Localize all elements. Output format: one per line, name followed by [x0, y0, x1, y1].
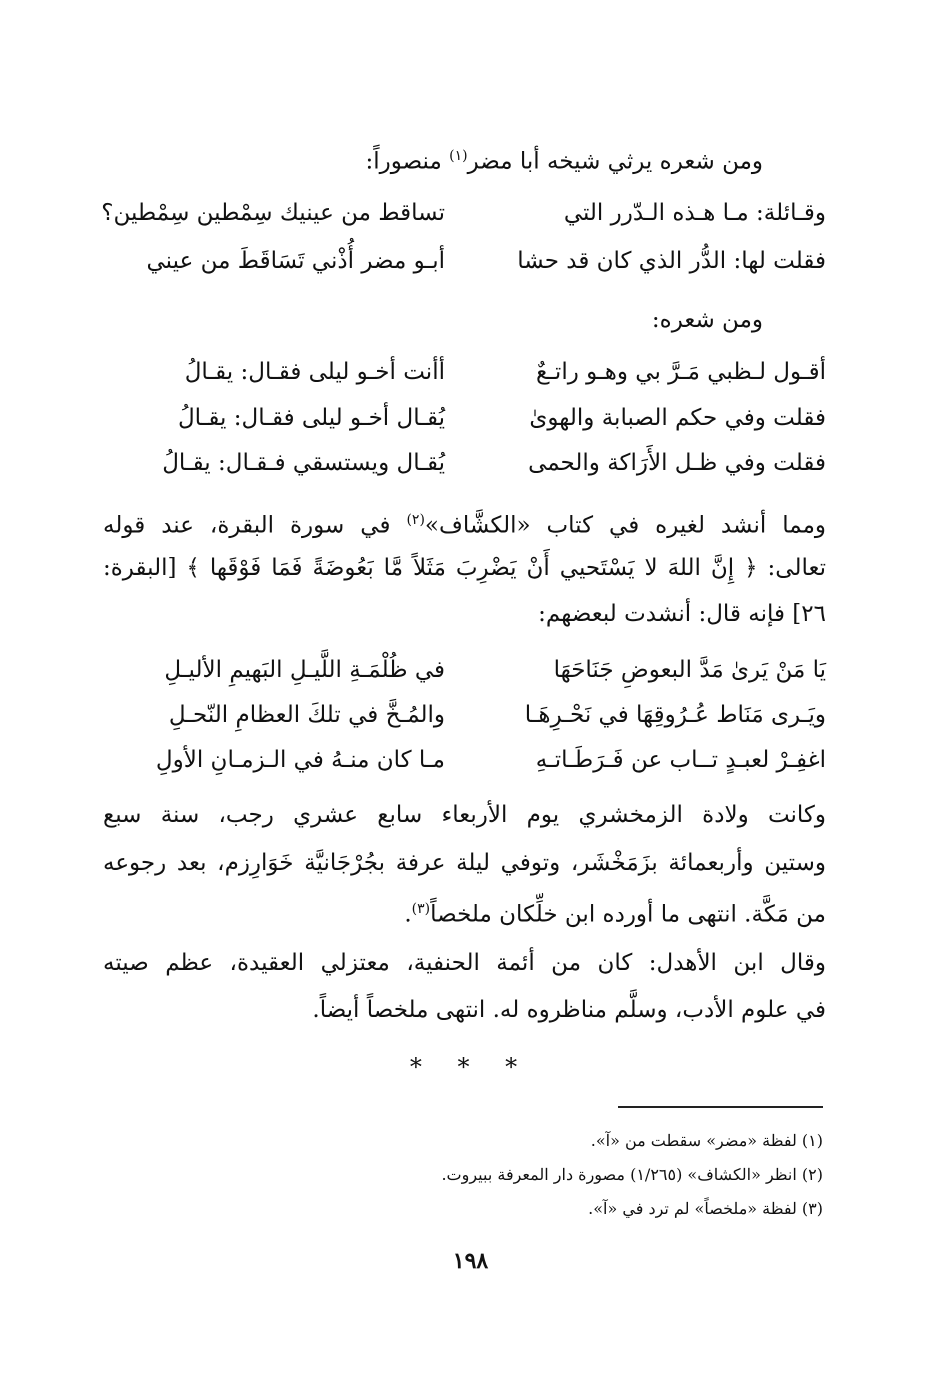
intro-text: ومن شعره يرثي شيخه أبا مضر [467, 148, 763, 175]
paragraph-line: تعالى: ﴿ إِنَّ اللهَ لا يَسْتَحيي أَنْ يَضْرِبَ مَثَلاً مَّا بَعُوضَةً فَمَا فَوْقَها ﴾ [البقرة: [103, 555, 826, 581]
verse-right-hemistich: وقـائلة: مـا هـذه الـدّرر التي [563, 200, 826, 226]
verse-left-hemistich: يُقـال ويستسقي فـقـال: يقـالُ [162, 450, 445, 476]
paragraph-text: . [404, 901, 412, 928]
page-number: ١٩٨ [452, 1248, 489, 1274]
paragraph-text: ومما أنشد لغيره في كتاب «الكشَّاف» [424, 512, 827, 539]
verse-right-hemistich: أقـول لـظبي مَـرَّ بي وهـو راتـعٌ [535, 359, 826, 385]
verse-right-hemistich: يَا مَنْ يَرىٰ مَدَّ البعوضِ جَنَاحَهَا [553, 657, 826, 683]
paragraph-line: وستين وأربعمائة بزَمَخْشَر، وتوفي ليلة عرفة بجُرْجَانيَّة خَوَارِزم، بعد رجوعه [103, 850, 826, 876]
paragraph-line: في علوم الأدب، وسلَّم مناظروه له. انتهى ملخصاً أيضاً. [312, 997, 826, 1023]
paragraph-line: ٢٦] فإنه قال: أنشدت لبعضهم: [538, 601, 826, 627]
footnote-ref: (٣) [411, 901, 431, 917]
verse-right-hemistich: فقلت وفي حكم الصبابة والهوىٰ [529, 405, 826, 431]
verse-left-hemistich: أبـو مضر أُذْني تَسَاقَطَ من عيني [146, 248, 445, 274]
paragraph-line: وكانت ولادة الزمخشري يوم الأربعاء سابع عشري رجب، سنة سبع [103, 802, 826, 828]
footnote: (٣) لفظة «ملخصاً» لم ترد في «آ». [588, 1199, 823, 1218]
section-separator: * * * [409, 1053, 532, 1081]
verse-left-hemistich: والمُـخَّ في تلكَ العظامِ النّحـلِ [168, 702, 445, 728]
footnote-ref: (١) [449, 148, 468, 164]
verse-right-hemistich: ويَـرى مَنَاط عُـرُوقِهَا في نَحْـرِهَـا [524, 702, 826, 728]
verse-right-hemistich: فقلت لها: الدُّر الذي كان قد حشا [517, 248, 826, 274]
footnote-ref: (٢) [406, 512, 425, 528]
footnote: (٢) انظر «الكشاف» (١/٢٦٥) مصورة دار المعرفة ببيروت. [441, 1165, 823, 1184]
verse-right-hemistich: اغفِـرْ لعبـدٍ تــاب عن فَـرَطَـاتـهِ [535, 747, 826, 773]
verse-right-hemistich: فقلت وفي ظـل الأَرَاكة والحمى [528, 450, 826, 476]
intro-text-tail: منصوراً: [365, 148, 442, 175]
paragraph-text: من مَكَّة. انتهى ما أورده ابن خلِّكان ملخصاً [430, 901, 826, 928]
verse-left-hemistich: مـا كان منـهُ في الـزمـانِ الأولِ [155, 747, 445, 773]
verse-left-hemistich: أأنت أخـو ليلى فقـال: يقـالُ [184, 359, 445, 385]
footnote: (١) لفظة «مضر» سقطت من «آ». [590, 1131, 823, 1150]
paragraph-text: في سورة البقرة، عند قوله [103, 512, 391, 539]
paragraph-line: وقال ابن الأهدل: كان من أئمة الحنفية، معتزلي العقيدة، عظم صيته [103, 950, 826, 976]
intro-line-1 [365, 141, 763, 177]
verse-left-hemistich: في ظُلْمَـةِ اللَّيـلِ البَهيمِ الأليـلِ [164, 657, 445, 683]
verse-left-hemistich: يُقـال أخـو ليلى فقـال: يقـالُ [177, 405, 445, 431]
intro-line-2: ومن شعره: [651, 307, 763, 333]
paragraph-line [404, 894, 826, 930]
paragraph-line [103, 505, 826, 541]
footnote-divider [618, 1106, 823, 1108]
verse-left-hemistich: تساقط من عينيك سِمْطين سِمْطين؟ [101, 200, 445, 226]
